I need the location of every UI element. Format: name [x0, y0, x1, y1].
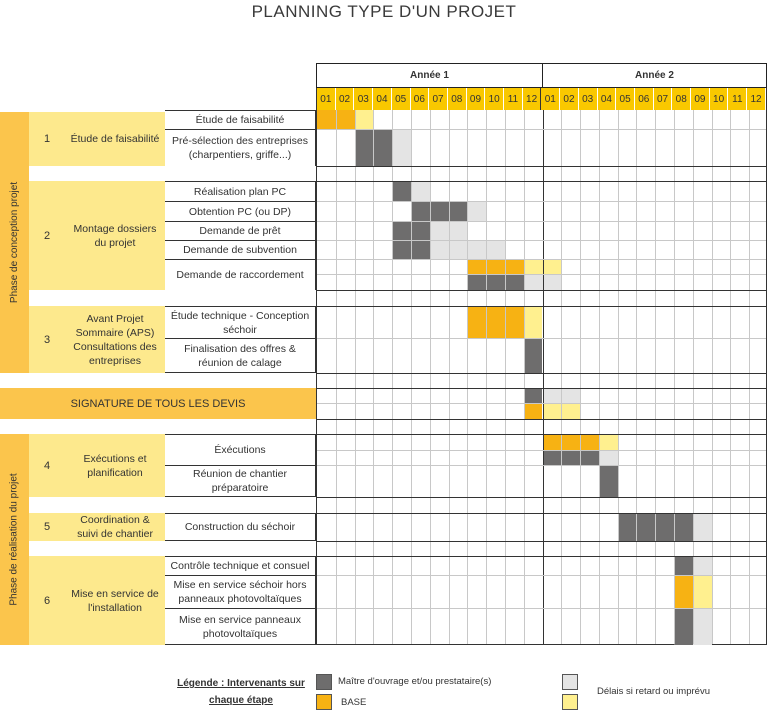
gantt-bar: [467, 201, 486, 221]
grid-row-line: [317, 240, 766, 241]
grid-col-line: [411, 110, 412, 644]
month-header-cell: 10: [485, 88, 504, 110]
step-number: 3: [29, 306, 65, 373]
step-number: 4: [29, 434, 65, 497]
task-cell: Demande de raccordement: [165, 259, 316, 290]
task-cell: Finalisation des offres & réunion de calage: [165, 338, 316, 373]
month-header-row: [316, 88, 767, 110]
grid-col-line: [449, 110, 450, 644]
grid-row-line: [317, 575, 766, 576]
month-header-cell: 05: [392, 88, 411, 110]
legend-swatch-delay-yellow: [562, 694, 578, 710]
month-header-cell: 01: [317, 88, 336, 110]
grid-row-line: [317, 556, 766, 557]
month-header-cell: 04: [598, 88, 617, 110]
gantt-bar: [693, 513, 712, 541]
gantt-bar: [693, 556, 712, 575]
step-number: 1: [29, 112, 65, 166]
step-label: Avant Projet Sommaire (APS) Consultations des entreprises: [65, 306, 165, 373]
grid-row-line: [317, 259, 766, 260]
task-cell: Mise en service séchoir hors panneaux photovoltaïques: [165, 575, 316, 608]
task-cell: Demande de subvention: [165, 240, 316, 259]
grid-col-line: [712, 110, 713, 644]
gantt-bar: [392, 129, 411, 166]
gantt-bar: [543, 434, 599, 450]
phase-conception: [0, 112, 29, 373]
gantt-bar: [599, 434, 618, 450]
phase-conception-label: Phase de conception projet: [9, 181, 21, 304]
grid-row-line: [317, 434, 766, 435]
grid-row-line: [317, 419, 766, 420]
grid-col-line: [486, 110, 487, 644]
grid-row-line: [317, 373, 766, 374]
month-header-cell: 07: [429, 88, 448, 110]
grid-col-line: [674, 110, 675, 644]
legend-label-owner: Maître d'ouvrage et/ou prestataire(s): [338, 676, 492, 687]
task-cell: Construction du séchoir: [165, 513, 316, 541]
grid-row-line: [317, 166, 766, 167]
month-header-cell: 09: [467, 88, 486, 110]
legend-swatch-delay-grey: [562, 674, 578, 690]
grid-col-line: [505, 110, 506, 644]
gantt-bar: [524, 306, 543, 338]
grid-col-line: [618, 110, 619, 644]
task-cell: Mise en service panneaux photovoltaïques: [165, 608, 316, 645]
gantt-bar: [355, 110, 374, 129]
phase-realisation: [0, 434, 29, 645]
grid-col-line: [355, 110, 356, 644]
gantt-bar: [524, 338, 543, 373]
gantt-bar: [524, 388, 543, 403]
gantt-grid: [316, 110, 767, 645]
grid-row-line: [317, 129, 766, 130]
gantt-bar: [599, 465, 618, 497]
month-header-cell: 09: [691, 88, 710, 110]
gantt-bar: [674, 608, 693, 645]
month-header-cell: 03: [354, 88, 373, 110]
grid-col-line: [392, 110, 393, 644]
step-label: Étude de faisabilité: [65, 112, 165, 166]
grid-col-line: [561, 110, 562, 644]
step-number: 6: [29, 556, 65, 645]
month-header-cell: 10: [710, 88, 729, 110]
grid-col-line: [543, 110, 544, 644]
step-label: Exécutions et planification: [65, 434, 165, 497]
step-number: 2: [29, 181, 65, 290]
task-cell: Éxécutions: [165, 434, 316, 465]
legend-title: Légende : Intervenants sur chaque étape: [177, 678, 305, 706]
grid-row-line: [317, 221, 766, 222]
month-header-cell: 08: [448, 88, 467, 110]
grid-row-line: [317, 388, 766, 389]
grid-row-line: [317, 181, 766, 182]
gantt-bar: [467, 306, 523, 338]
grid-row-line: [317, 450, 766, 451]
month-header-cell: 08: [672, 88, 691, 110]
gantt-bar: [411, 201, 467, 221]
task-cell: Réunion de chantier préparatoire: [165, 465, 316, 497]
task-cell: Contrôle technique et consuel: [165, 556, 316, 575]
phase-realisation-label: Phase de réalisation du projet: [9, 473, 20, 606]
month-header-cell: 05: [616, 88, 635, 110]
legend-swatch-base: [316, 694, 332, 710]
task-cell: Étude technique - Conception séchoir: [165, 306, 316, 338]
month-header-cell: 02: [560, 88, 579, 110]
task-cell: Étude de faisabilité: [165, 110, 316, 129]
grid-col-line: [524, 110, 525, 644]
year-header-1: Année 1: [316, 63, 543, 88]
grid-col-line: [599, 110, 600, 644]
grid-col-line: [636, 110, 637, 644]
gantt-bar: [411, 181, 430, 201]
month-header-cell: 11: [728, 88, 747, 110]
grid-col-line: [336, 110, 337, 644]
grid-row-line: [317, 338, 766, 339]
grid-row-line: [317, 274, 766, 275]
grid-row-line: [317, 541, 766, 542]
gantt-bar: [392, 181, 411, 201]
grid-row-line: [317, 290, 766, 291]
month-header-cell: 12: [523, 88, 542, 110]
grid-row-line: [317, 403, 766, 404]
legend-label-base: BASE: [341, 697, 367, 708]
step-label: Montage dossiers du projet: [65, 181, 165, 290]
month-header-cell: 11: [504, 88, 523, 110]
gantt-bar: [467, 274, 523, 290]
grid-row-line: [317, 608, 766, 609]
grid-col-line: [430, 110, 431, 644]
gantt-bar: [693, 575, 712, 608]
page-title: PLANNING TYPE D'UN PROJET: [251, 2, 517, 21]
grid-col-line: [655, 110, 656, 644]
grid-row-line: [317, 497, 766, 498]
task-cell: Réalisation plan PC: [165, 181, 316, 201]
month-header-cell: 04: [373, 88, 392, 110]
task-cell: Demande de prêt: [165, 221, 316, 240]
step-label: Coordination & suivi de chantier: [65, 513, 165, 541]
step-number: 5: [29, 513, 65, 541]
legend-label-delay: Délais si retard ou imprévu: [597, 686, 710, 697]
task-cell: Pré-sélection des entreprises (charpentiers, griffe...): [165, 129, 316, 166]
month-header-cell: 02: [336, 88, 355, 110]
grid-col-line: [467, 110, 468, 644]
grid-row-line: [317, 201, 766, 202]
grid-row-line: [317, 465, 766, 466]
gantt-bar: [524, 403, 543, 419]
month-header-cell: 01: [541, 88, 560, 110]
month-header-cell: 03: [579, 88, 598, 110]
grid-row-line: [317, 513, 766, 514]
step-label: Mise en service de l'installation: [65, 556, 165, 645]
task-cell: Obtention PC (ou DP): [165, 201, 316, 221]
gantt-bar: [467, 259, 523, 274]
grid-row-line: [317, 306, 766, 307]
grid-col-line: [693, 110, 694, 644]
grid-col-line: [580, 110, 581, 644]
grid-col-line: [373, 110, 374, 644]
month-header-cell: 06: [411, 88, 430, 110]
grid-col-line: [730, 110, 731, 644]
gantt-bar: [693, 608, 712, 645]
legend-swatch-owner: [316, 674, 332, 690]
month-header-cell: 12: [747, 88, 766, 110]
month-header-cell: 07: [654, 88, 673, 110]
month-header-cell: 06: [635, 88, 654, 110]
gantt-bar: [674, 556, 693, 575]
signature-banner: SIGNATURE DE TOUS LES DEVIS: [0, 388, 316, 419]
gantt-bar: [674, 575, 693, 608]
gantt-bar: [543, 450, 599, 465]
grid-col-line: [749, 110, 750, 644]
year-header-2: Année 2: [542, 63, 767, 88]
gantt-bar: [599, 450, 618, 465]
